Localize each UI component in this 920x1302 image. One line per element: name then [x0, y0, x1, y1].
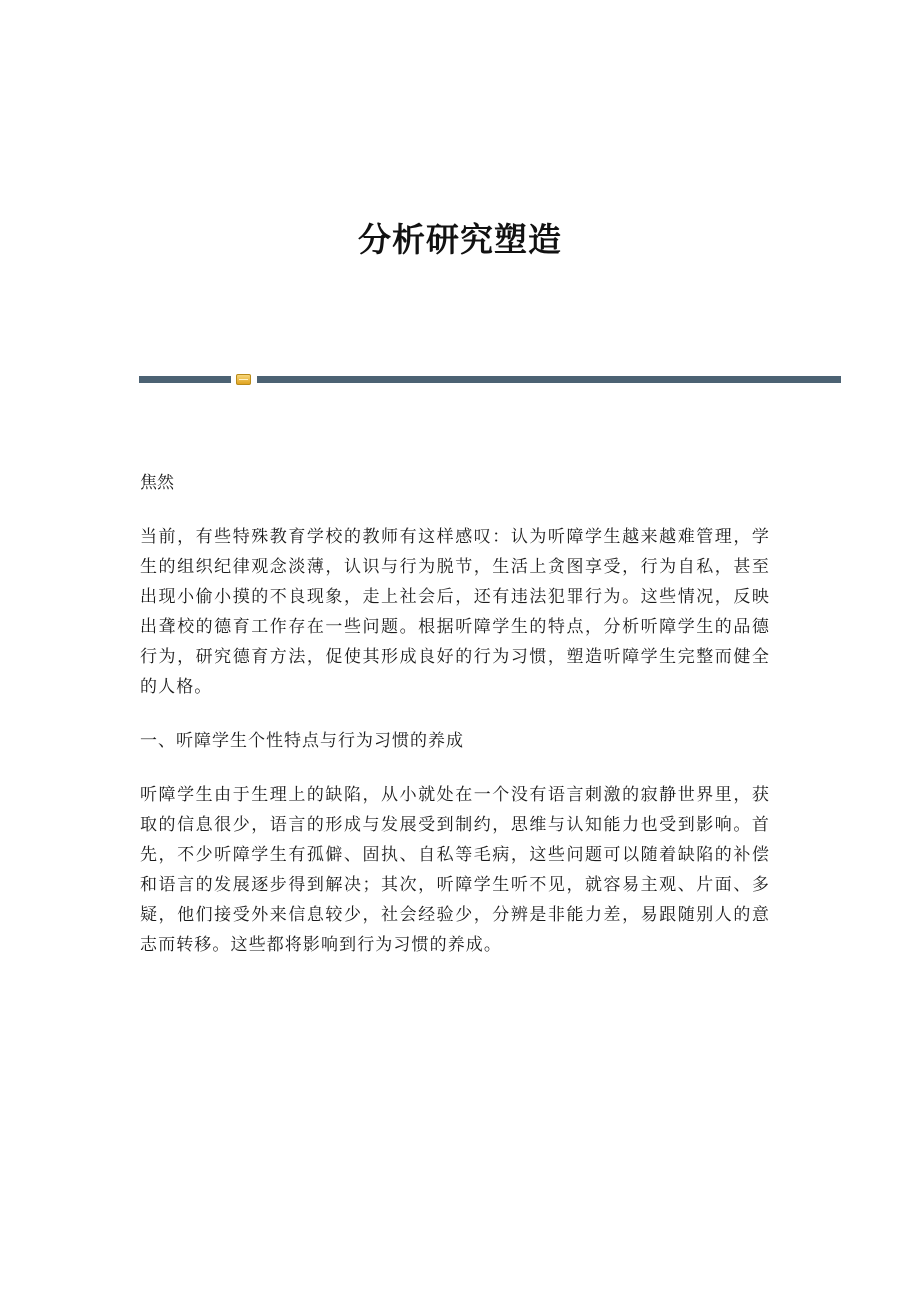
divider-ornament-icon — [236, 374, 251, 385]
paragraph-line: 当前，有些特殊教育学校的教师有这样感叹：认为听障学生越来越难管理，学 — [140, 527, 770, 547]
paragraph-line: 的人格。 — [140, 677, 213, 697]
paragraph-line: 生的组织纪律观念淡薄，认识与行为脱节，生活上贪图享受，行为自私，甚至 — [140, 557, 770, 577]
title-divider — [139, 374, 841, 384]
section-heading: 一、听障学生个性特点与行为习惯的养成 — [140, 731, 464, 751]
paragraph-line: 听障学生由于生理上的缺陷，从小就处在一个没有语言刺激的寂静世界里，获 — [140, 785, 770, 805]
document-title: 分析研究塑造 — [358, 220, 562, 259]
paragraph-line: 行为，研究德育方法，促使其形成良好的行为习惯，塑造听障学生完整而健全 — [140, 647, 770, 667]
paragraph-line: 志而转移。这些都将影响到行为习惯的养成。 — [140, 935, 502, 955]
paragraph-line: 疑，他们接受外来信息较少，社会经验少，分辨是非能力差，易跟随别人的意 — [140, 905, 770, 925]
paragraph-section1 — [140, 780, 770, 960]
divider-bar-right — [257, 376, 841, 383]
paragraph-line: 出现小偷小摸的不良现象，走上社会后，还有违法犯罪行为。这些情况，反映 — [140, 587, 770, 607]
paragraph-line: 先，不少听障学生有孤僻、固执、自私等毛病，这些问题可以随着缺陷的补偿 — [140, 845, 770, 865]
divider-bar-left — [139, 376, 231, 383]
paragraph-line: 出聋校的德育工作存在一些问题。根据听障学生的特点，分析听障学生的品德 — [140, 617, 770, 637]
paragraph-line: 取的信息很少，语言的形成与发展受到制约，思维与认知能力也受到影响。首 — [140, 815, 770, 835]
document-body — [140, 468, 770, 984]
author-name: 焦然 — [140, 473, 174, 493]
paragraph-intro — [140, 522, 770, 702]
paragraph-line: 和语言的发展逐步得到解决；其次，听障学生听不见，就容易主观、片面、多 — [140, 875, 770, 895]
